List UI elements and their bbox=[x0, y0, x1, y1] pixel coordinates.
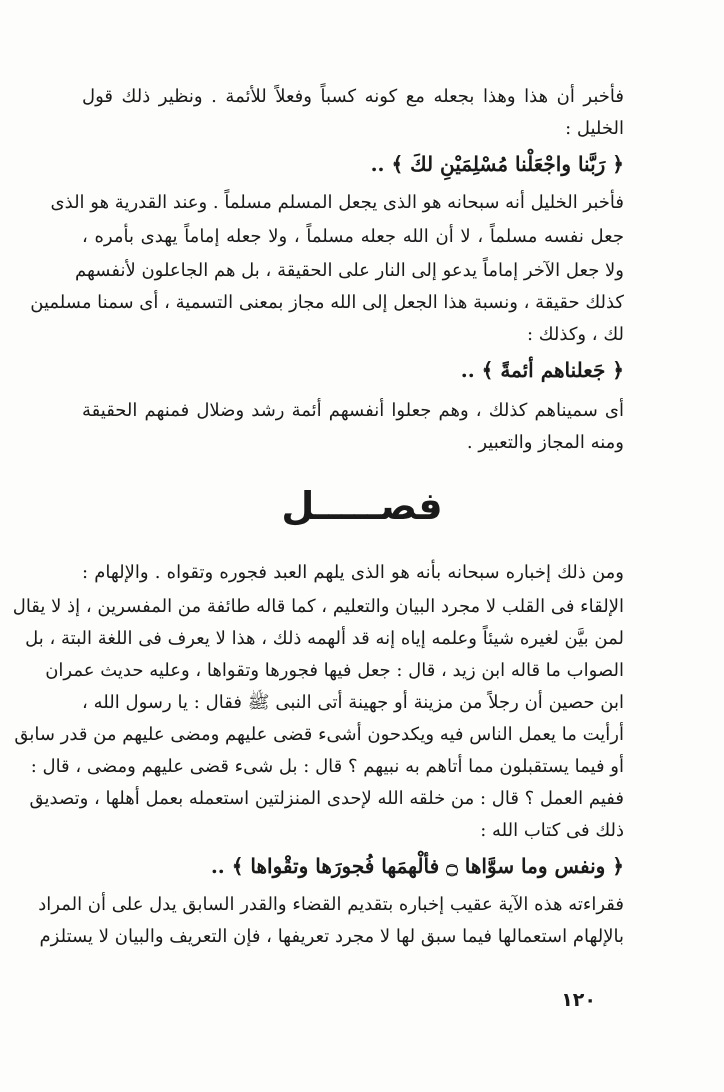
text-line: أى سميناهم كذلك ، وهم جعلوا أنفسهم أئمة رشد وضلال فمنهم الحقيقة bbox=[82, 400, 624, 421]
text-line: لمن بيَّن لغيره شيئاً وعلمه إياه إنه قد ألهمه ذلك ، هذا لا يعرف فى اللغة البتة ، بل bbox=[25, 628, 624, 649]
page-number: ١٢٠ bbox=[561, 989, 596, 1011]
text-line: ابن حصين أن رجلاً من مزينة أو جهينة أتى النبى ﷺ فقال : يا رسول الله ، bbox=[82, 692, 624, 713]
text-line: كذلك حقيقة ، ونسبة هذا الجعل إلى الله مجاز بمعنى التسمية ، أى سمنا مسلمين bbox=[30, 292, 624, 313]
quran-verse: ﴿ رَبَّنا واجْعَلْنا مُسْلِمَيْنِ لكَ ﴾ .. bbox=[370, 152, 624, 176]
text-line: فأخبر أن هذا وهذا بجعله مع كونه كسباً وفعلاً للأئمة . ونظير ذلك قول bbox=[82, 86, 624, 107]
text-line: ذلك فى كتاب الله : bbox=[480, 820, 624, 841]
text-line: ففيم العمل ؟ قال : من خلقه الله لإحدى المنزلتين استعمله بعمل أهلها ، وتصديق bbox=[29, 788, 624, 809]
quran-verse: ﴿ ونفس وما سوَّاها ۝ فألْهمَها فُجورَها وتقْواها ﴾ .. bbox=[210, 854, 624, 878]
text-line: ومن ذلك إخباره سبحانه بأنه هو الذى يلهم العبد فجوره وتقواه . والإلهام : bbox=[82, 562, 624, 583]
section-heading: فصـــــل bbox=[281, 484, 443, 528]
text-line: الصواب ما قاله ابن زيد ، قال : جعل فيها فجورها وتقواها ، وعليه حديث عمران bbox=[45, 660, 624, 681]
text-line: ومنه المجاز والتعبير . bbox=[466, 432, 624, 453]
text-line: جعل نفسه مسلماً ، لا أن الله جعله مسلماً ، ولا جعله إماماً يهدى بأمره ، bbox=[82, 226, 624, 247]
text-line: الخليل : bbox=[565, 118, 624, 139]
text-line: فأخبر الخليل أنه سبحانه هو الذى يجعل المسلم مسلماً . وعند القدرية هو الذى bbox=[50, 192, 624, 213]
text-line: بالإلهام استعمالها فيما سبق لها لا مجرد تعريفها ، فإن التعريف والبيان لا يستلزم bbox=[39, 926, 624, 947]
text-line: أو فيما يستقبلون مما أتاهم به نبيهم ؟ قال : بل شىء قضى عليهم ومضى ، قال : bbox=[30, 756, 624, 777]
text-line: أرأيت ما يعمل الناس فيه ويكدحون أشىء قضى عليهم ومضى عليهم من قدر سابق bbox=[14, 724, 624, 745]
text-line: فقراءته هذه الآية عقيب إخباره بتقديم القضاء والقدر السابق يدل على أن المراد bbox=[38, 894, 624, 915]
text-line: الإلقاء فى القلب لا مجرد البيان والتعليم ، كما قاله طائفة من المفسرين ، إذ لا يقال bbox=[12, 596, 624, 617]
text-line: لك ، وكذلك : bbox=[526, 324, 624, 345]
quran-verse: ﴿ جَعلناهم أئمةً ﴾ .. bbox=[460, 358, 624, 382]
text-line: ولا جعل الآخر إماماً يدعو إلى النار على الحقيقة ، بل هم الجاعلون لأنفسهم bbox=[75, 260, 624, 281]
